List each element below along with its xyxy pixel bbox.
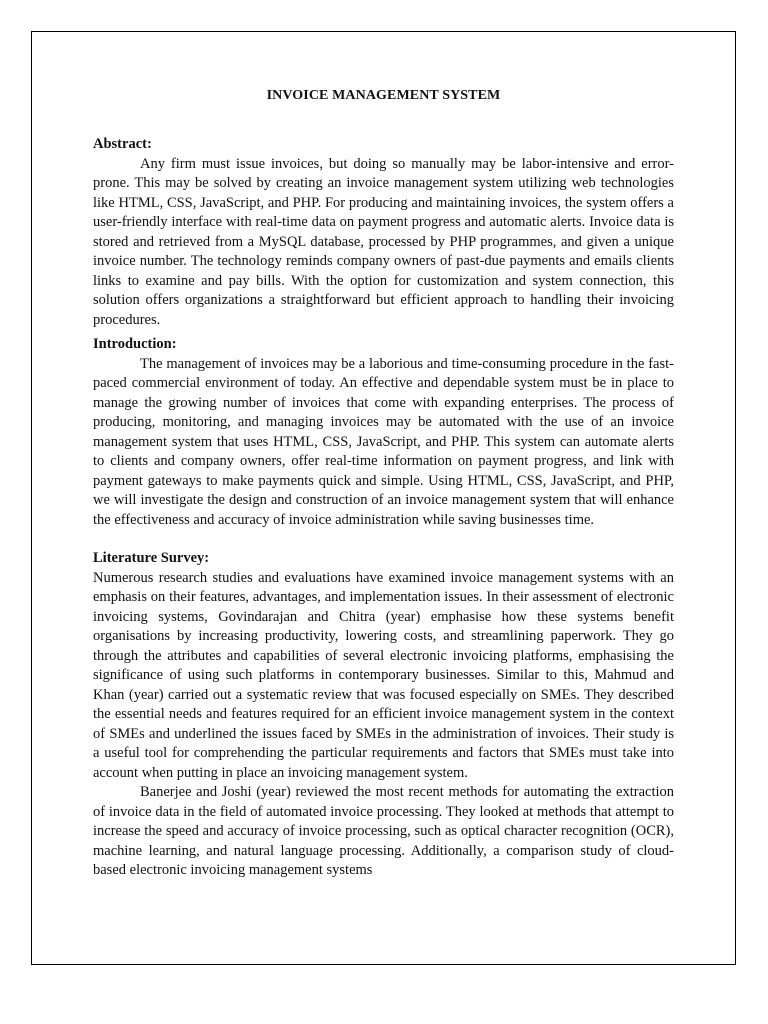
introduction-paragraph: The management of invoices may be a laborious and time-consuming procedure in the fast-paced commercial environment of today. An effective and dependable system must be in place to manage the growing number of invoices that come with expanding enterprises. The process of producing, monitoring, and managing invoices may be automated with the use of an invoice management system that uses HTML, CSS, JavaScript, and PHP. This system can automate alerts to clients and company owners, offer real-time information on payment progress, and link with payment gateways to make payments quick and simple. Using HTML, CSS, JavaScript, and PHP, we will investigate the design and construction of an invoice management system that will enhance the effectiveness and accuracy of invoice administration while saving businesses time.: [93, 355, 674, 528]
literature-survey-heading: Literature Survey:: [93, 550, 210, 566]
literature-survey-section: [93, 549, 674, 881]
document-title: INVOICE MANAGEMENT SYSTEM: [266, 88, 501, 103]
document-body: [93, 86, 674, 881]
abstract-heading: Abstract:: [93, 136, 152, 152]
literature-survey-paragraph-1: Numerous research studies and evaluations have examined invoice management systems with an emphasis on their features, advantages, and implementation issues. In their assessment of electronic invoicing systems, Govindarajan and Chitra (year) emphasise how these systems benefit organisations by increasing productivity, lowering costs, and streamlining paperwork. They go through the attributes and capabilities of several electronic invoicing platforms, emphasising the significance of using such platforms in contemporary businesses. Similar to this, Mahmud and Khan (year) carried out a systematic review that was focused especially on SMEs. They described the essential needs and features required for an efficient invoice management system in the context of SMEs and underlined the issues faced by SMEs in the administration of invoices. Their study is a useful tool for comprehending the particular requirements and factors that SMEs must take into account when putting in place an invoicing management system.: [93, 569, 674, 781]
abstract-paragraph: Any firm must issue invoices, but doing so manually may be labor-intensive and error-prone. This may be solved by creating an invoice management system utilizing web technologies like HTML, CSS, JavaScript, and PHP. For producing and maintaining invoices, the system offers a user-friendly interface with real-time data on payment progress and automatic alerts. Invoice data is stored and retrieved from a MySQL database, processed by PHP programmes, and given a unique invoice number. The technology reminds company owners of past-due payments and emails clients links to examine and pay bills. With the option for customization and system connection, this solution offers organizations a straightforward but efficient approach to handling their invoicing procedures.: [93, 155, 674, 328]
literature-survey-paragraph-2: Banerjee and Joshi (year) reviewed the most recent methods for automating the extraction of invoice data in the field of automated invoice processing. They looked at methods that attempt to increase the speed and accuracy of invoice processing, such as optical character recognition (OCR), machine learning, and natural language processing. Additionally, a comparison study of cloud-based electronic invoicing management systems: [93, 784, 674, 878]
abstract-section: [93, 135, 674, 330]
introduction-section: [93, 335, 674, 530]
introduction-heading: Introduction:: [93, 336, 177, 352]
